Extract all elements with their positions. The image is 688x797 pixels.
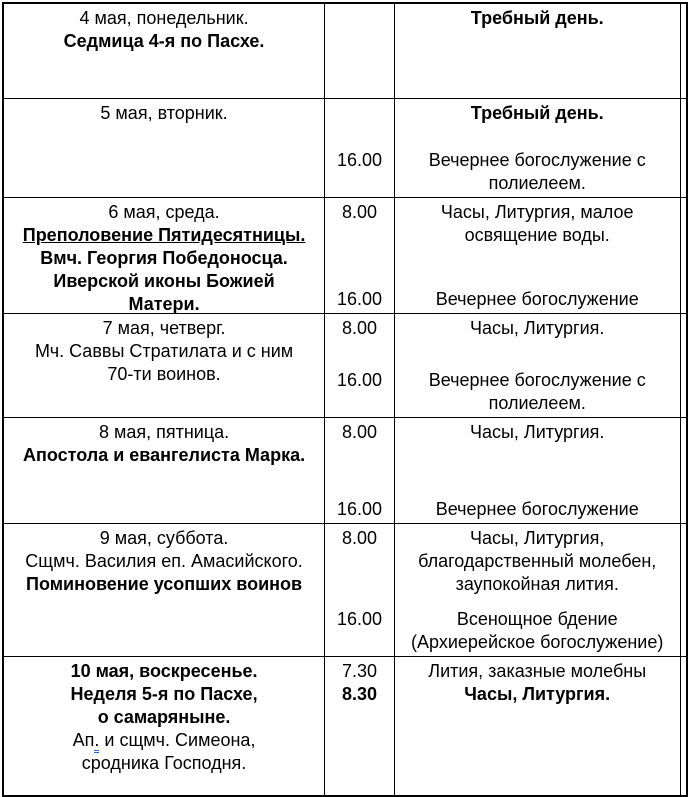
text-segment: и сщмч. Симеона, — [99, 730, 256, 750]
service-cell-top-group — [399, 102, 676, 125]
service-cell — [394, 198, 680, 314]
table-row — [3, 314, 687, 418]
table-row — [3, 99, 687, 198]
spellcheck-mark: . — [94, 730, 99, 753]
date-cell-top-group — [8, 421, 320, 467]
text-line: полиелеем. — [488, 173, 586, 193]
time-cell-top-group — [329, 421, 390, 444]
text-line: 16.00 — [336, 370, 382, 390]
service-cell-top-group — [399, 421, 676, 444]
edge-filler-cell — [680, 198, 687, 314]
time-cell-bottom-group — [329, 149, 390, 195]
time-cell — [325, 524, 395, 657]
text-line: Преполовение Пятидесятницы. — [22, 225, 306, 245]
date-cell — [3, 418, 325, 524]
edge-filler-cell — [680, 524, 687, 657]
edge-filler-cell — [680, 99, 687, 198]
service-cell — [394, 418, 680, 524]
date-cell-top-group — [8, 660, 320, 775]
text-segment: Ап — [72, 730, 95, 750]
text-line: Часы, Литургия, — [469, 528, 605, 548]
text-line: 4 мая, понедельник. — [79, 8, 249, 28]
date-cell-top-group — [8, 527, 320, 596]
time-cell-content — [325, 198, 394, 313]
time-cell-content — [325, 4, 394, 98]
date-cell-content — [4, 198, 324, 313]
schedule-table-body — [3, 3, 687, 796]
time-cell-top-group — [329, 317, 390, 340]
time-cell-bottom-group — [329, 369, 390, 415]
date-cell — [3, 198, 325, 314]
date-cell-content — [4, 418, 324, 523]
date-cell-top-group — [8, 7, 320, 53]
time-cell-content — [325, 99, 394, 197]
time-cell-top-group — [329, 201, 390, 224]
text-line: (Архиерейское богослужение) — [411, 632, 664, 652]
table-row — [3, 3, 687, 99]
text-line: благодарственный молебен, — [418, 551, 657, 571]
date-cell-content — [4, 657, 324, 795]
date-cell-top-group — [8, 102, 320, 125]
text-line: 9 мая, суббота. — [99, 528, 229, 548]
text-line — [8, 729, 320, 752]
time-cell-top-group — [329, 527, 390, 550]
service-cell-top-group — [399, 527, 676, 596]
time-cell — [325, 314, 395, 418]
text-line: Вмч. Георгия Победоносца. — [40, 248, 288, 268]
text-line: Вечернее богослужение с — [428, 370, 646, 390]
text-line: Часы, Литургия. — [469, 318, 605, 338]
edge-filler-cell — [680, 3, 687, 99]
time-cell — [325, 99, 395, 198]
text-line: Поминовение усопших воинов — [26, 574, 303, 594]
edge-filler-cell — [680, 418, 687, 524]
edge-filler-cell — [680, 314, 687, 418]
text-line: 16.00 — [336, 499, 382, 519]
text-line: 7.30 — [341, 661, 377, 681]
service-cell-content — [395, 524, 680, 656]
time-cell-content — [325, 418, 394, 523]
text-line: 7 мая, четверг. — [102, 318, 226, 338]
service-cell-bottom-group — [399, 498, 676, 521]
table-row — [3, 524, 687, 657]
time-cell-content — [325, 657, 394, 795]
table-row — [3, 418, 687, 524]
text-line: 8.00 — [341, 422, 377, 442]
service-cell — [394, 314, 680, 418]
service-cell-content — [395, 418, 680, 523]
service-cell-top-group — [399, 7, 676, 30]
date-cell-content — [4, 4, 324, 98]
text-line: Требный день. — [470, 103, 604, 123]
date-cell-content — [4, 314, 324, 417]
service-cell-top-group — [399, 660, 676, 706]
date-cell-content — [4, 524, 324, 656]
date-cell-content — [4, 99, 324, 197]
text-line: 8.00 — [341, 202, 377, 222]
time-cell-content — [325, 314, 394, 417]
service-cell — [394, 524, 680, 657]
schedule-table — [2, 2, 688, 797]
text-line: 5 мая, вторник. — [100, 103, 228, 123]
text-line: 16.00 — [336, 289, 382, 309]
table-row — [3, 657, 687, 797]
text-line: 8 мая, пятница. — [98, 422, 230, 442]
text-line: Мч. Саввы Стратилата и с ним — [34, 341, 294, 361]
text-line: 6 мая, среда. — [108, 202, 220, 222]
service-cell-content — [395, 314, 680, 417]
time-cell — [325, 3, 395, 99]
text-line: 8.00 — [341, 528, 377, 548]
text-line: 10 мая, воскресенье. — [70, 661, 258, 681]
text-line: 8.00 — [341, 318, 377, 338]
service-cell-bottom-group — [399, 608, 676, 654]
text-line: 16.00 — [336, 609, 382, 629]
time-cell-bottom-group — [329, 608, 390, 654]
text-line: Апостола и евангелиста Марка. — [23, 445, 306, 465]
text-line: освящение воды. — [464, 225, 610, 245]
text-line: полиелеем. — [488, 393, 586, 413]
date-cell-top-group — [8, 317, 320, 386]
time-cell-top-group — [329, 660, 390, 706]
service-cell — [394, 657, 680, 797]
text-line — [329, 392, 390, 415]
text-line: о самаряныне. — [97, 707, 231, 727]
date-cell — [3, 3, 325, 99]
text-line: заупокойная лития. — [455, 574, 619, 594]
text-line: Вечернее богослужение с — [428, 150, 646, 170]
text-line: 8.30 — [341, 684, 377, 704]
time-cell-content — [325, 524, 394, 656]
service-cell-content — [395, 198, 680, 313]
date-cell — [3, 314, 325, 418]
service-cell-bottom-group — [399, 149, 676, 195]
date-cell — [3, 657, 325, 797]
text-line: 70-ти воинов. — [107, 364, 221, 384]
date-cell — [3, 99, 325, 198]
text-line: Требный день. — [470, 8, 604, 28]
text-line — [329, 172, 390, 195]
service-cell — [394, 99, 680, 198]
time-cell-bottom-group — [329, 498, 390, 521]
text-line: Часы, Литургия, малое — [440, 202, 634, 222]
service-cell-content — [395, 99, 680, 197]
time-cell — [325, 418, 395, 524]
table-row — [3, 198, 687, 314]
service-cell-content — [395, 657, 680, 795]
text-line: Вечернее богослужение — [435, 289, 639, 309]
text-line: Часы, Литургия. — [469, 422, 605, 442]
text-line: Седмица 4-я по Пасхе. — [63, 31, 265, 51]
service-cell-bottom-group — [399, 288, 676, 311]
service-cell-top-group — [399, 317, 676, 340]
text-line: Иверской иконы Божией — [53, 271, 275, 291]
service-cell-content — [395, 4, 680, 98]
text-line: Часы, Литургия. — [464, 684, 611, 704]
edge-filler-cell — [680, 657, 687, 797]
text-line: Всенощное бдение — [456, 609, 618, 629]
text-line: Лития, заказные молебны — [428, 661, 647, 681]
service-cell — [394, 3, 680, 99]
text-line: Вечернее богослужение — [435, 499, 639, 519]
time-cell — [325, 198, 395, 314]
text-line: 16.00 — [336, 150, 382, 170]
date-cell-top-group — [8, 201, 320, 316]
time-cell — [325, 657, 395, 797]
text-line: Неделя 5-я по Пасхе, — [70, 684, 258, 704]
service-cell-top-group — [399, 201, 676, 247]
time-cell-bottom-group — [329, 288, 390, 311]
text-line — [329, 631, 390, 654]
date-cell — [3, 524, 325, 657]
text-line: сродника Господня. — [81, 753, 247, 773]
text-line: Сщмч. Василия еп. Амасийского. — [25, 551, 303, 571]
text-line: Матери. — [128, 294, 200, 314]
service-cell-bottom-group — [399, 369, 676, 415]
